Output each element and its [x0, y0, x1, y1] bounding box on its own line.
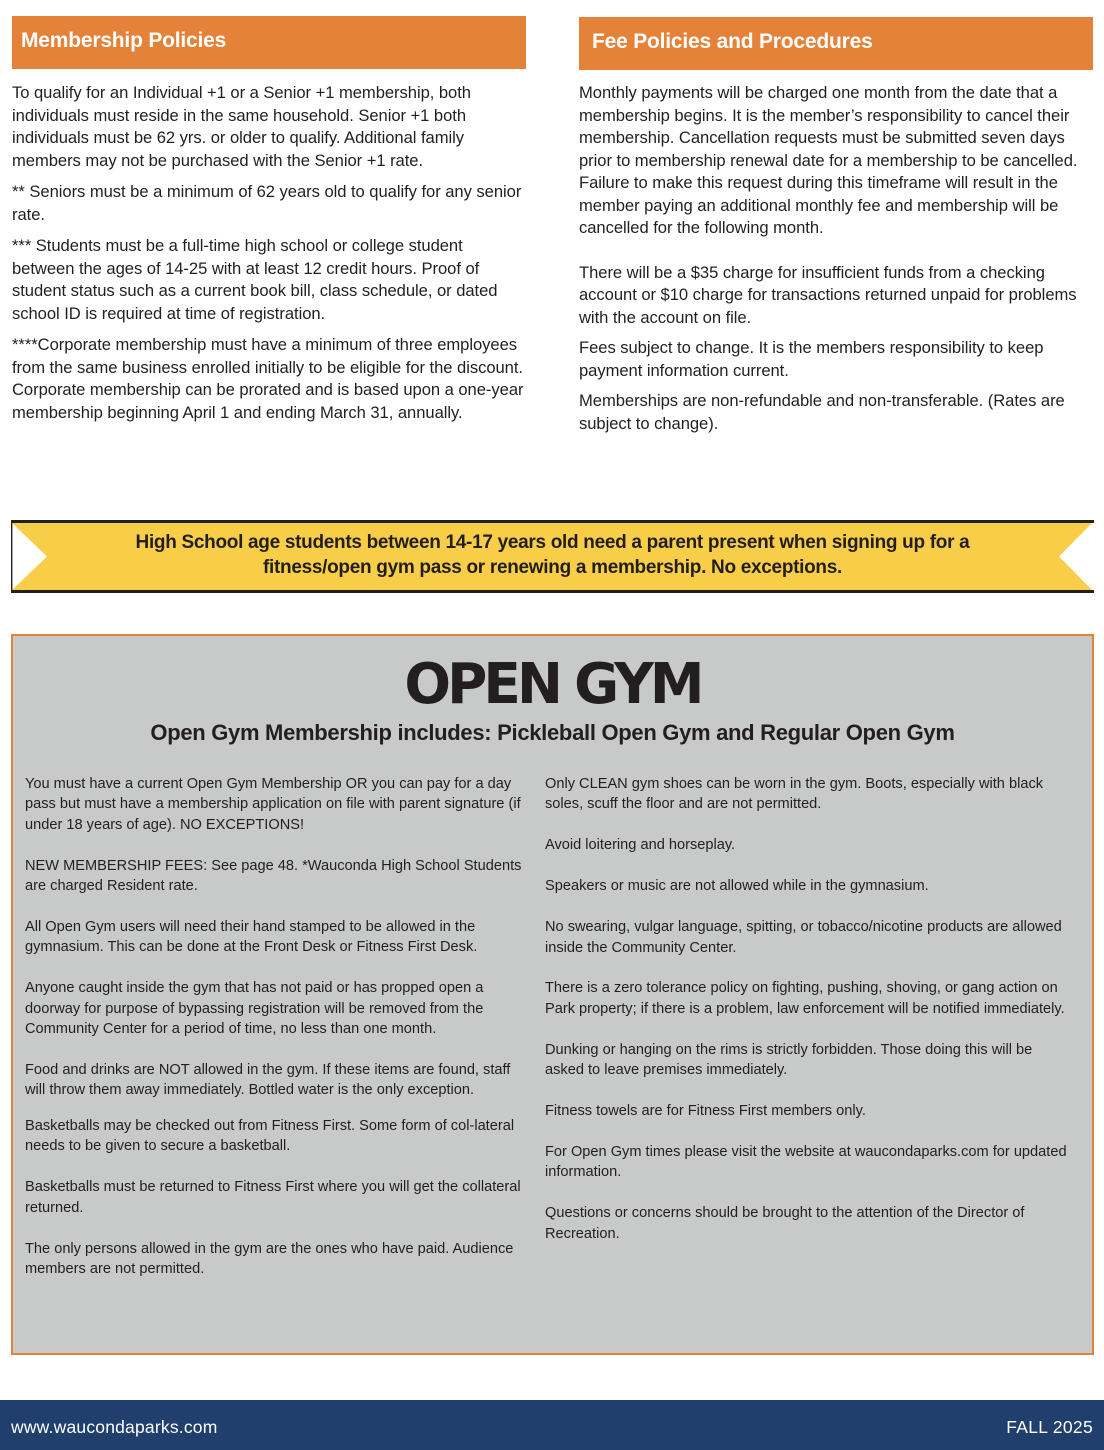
- fee-paragraph: Fees subject to change. It is the members responsibility to keep payment information current.: [579, 338, 1044, 380]
- policy-paragraph: To qualify for an Individual +1 or a Senior +1 membership, both individuals must reside in the same household. Senior +1 both individuals must be 62 yrs. or older to qualify. Additional family members may not be purchased with the Senior +1 rate.: [12, 83, 471, 170]
- fee-paragraph: Memberships are non-refundable and non-transferable. (Rates are subject to change).: [579, 391, 1065, 433]
- fee-policies-body: [579, 82, 1093, 435]
- gym-rule: Questions or concerns should be brought to the attention of the Director of Recreation.: [545, 1205, 1025, 1242]
- gym-rule: Fitness towels are for Fitness First members only.: [545, 1103, 866, 1120]
- website-link[interactable]: www.waucondaparks.com: [11, 1417, 218, 1437]
- membership-policies-section: [12, 16, 526, 424]
- gym-rule: You must have a current Open Gym Membership OR you can pay for a day pass but must have a membership application on file with parent signature (if under 18 years of age). NO EXCEPTIONS!: [25, 776, 521, 833]
- page-footer: [0, 1400, 1104, 1450]
- membership-policies-body: [12, 82, 526, 424]
- gym-rule: Speakers or music are not allowed while in the gymnasium.: [545, 878, 929, 895]
- gym-rule: There is a zero tolerance policy on fighting, pushing, shoving, or gang action on Park property; if there is a problem, law enforcement will be notified immediately.: [545, 980, 1065, 1017]
- notice-text: [71, 531, 1034, 580]
- notice-line-2: fitness/open gym pass or renewing a membership. No exceptions.: [262, 556, 842, 578]
- gym-rule: Basketballs must be returned to Fitness First where you will get the collateral returned.: [25, 1179, 521, 1216]
- notice-ribbon-banner: [11, 520, 1094, 593]
- gym-rule: Only CLEAN gym shoes can be worn in the gym. Boots, especially with black soles, scuff the floor and are not permitted.: [545, 776, 1044, 813]
- notice-line-1: High School age students between 14-17 years old need a parent present when signing up for a: [135, 532, 970, 553]
- policy-paragraph: ****Corporate membership must have a minimum of three employees from the same business enrolled initially to be eligible for the discount. Corporate membership can be prorated and is based upon a one-year membership beginning April 1 and ending March 31, annually.: [12, 335, 524, 422]
- gym-rule: Basketballs may be checked out from Fitness First. Some form of col-lateral needs to be given to secure a basketball.: [25, 1117, 515, 1155]
- open-gym-title: OPEN GYM: [404, 652, 701, 717]
- fee-policies-header: Fee Policies and Procedures: [579, 17, 1093, 70]
- gym-rule: All Open Gym users will need their hand stamped to be allowed in the gymnasium. This can be done at the Front Desk or Fitness First Desk.: [25, 919, 478, 956]
- fee-paragraph: There will be a $35 charge for insufficient funds from a checking account or $10 charge for transactions returned unpaid for problems with the account on file.: [579, 262, 1077, 327]
- gym-rule: For Open Gym times please visit the website at waucondaparks.com for updated information.: [545, 1143, 1067, 1181]
- gym-rule: Food and drinks are NOT allowed in the gym. If these items are found, staff will throw them away immediately. Bottled water is the only exception.: [25, 1062, 511, 1099]
- gym-rule: NEW MEMBERSHIP FEES: See page 48. *Wauconda High School Students are charged Resident rate.: [25, 857, 522, 895]
- open-gym-rules-left: [25, 774, 530, 1300]
- season-label: FALL 2025: [1006, 1417, 1093, 1437]
- open-gym-box: [11, 634, 1094, 1355]
- membership-policies-header: Membership Policies: [12, 16, 526, 69]
- open-gym-rules-right: [545, 774, 1075, 1265]
- gym-rule: No swearing, vulgar language, spitting, or tobacco/nicotine products are allowed inside the Community Center.: [545, 919, 1062, 956]
- gym-rule: Avoid loitering and horseplay.: [545, 837, 736, 854]
- policy-paragraph: ** Seniors must be a minimum of 62 years old to qualify for any senior rate.: [12, 182, 522, 224]
- gym-rule: The only persons allowed in the gym are the ones who have paid. Audience members are not permitted.: [25, 1240, 514, 1277]
- gym-rule: Dunking or hanging on the rims is strictly forbidden. Those doing this will be asked to leave premises immediately.: [545, 1041, 1033, 1079]
- open-gym-subtitle: Open Gym Membership includes: Pickleball Open Gym and Regular Open Gym: [150, 720, 955, 745]
- fee-paragraph: Monthly payments will be charged one month from the date that a membership begins. It is the member’s responsibility to cancel their membership. Cancellation requests must be submitted seven days prior to membership renewal date for a membership to be cancelled. Failure to make this request during this timeframe will result in the member paying an additional monthly fee and membership will be cancelled for the following month.: [579, 83, 1078, 237]
- fee-policies-section: [579, 17, 1093, 435]
- gym-rule: Anyone caught inside the gym that has not paid or has propped open a doorway for purpose of bypassing registration will be removed from the Community Center for a period of time, no less than one month.: [25, 980, 484, 1038]
- policy-paragraph: *** Students must be a full-time high school or college student between the ages of 14-25 with at least 12 credit hours. Proof of student status such as a current book bill, class schedule, or dated school ID is required at time of registration.: [12, 236, 498, 323]
